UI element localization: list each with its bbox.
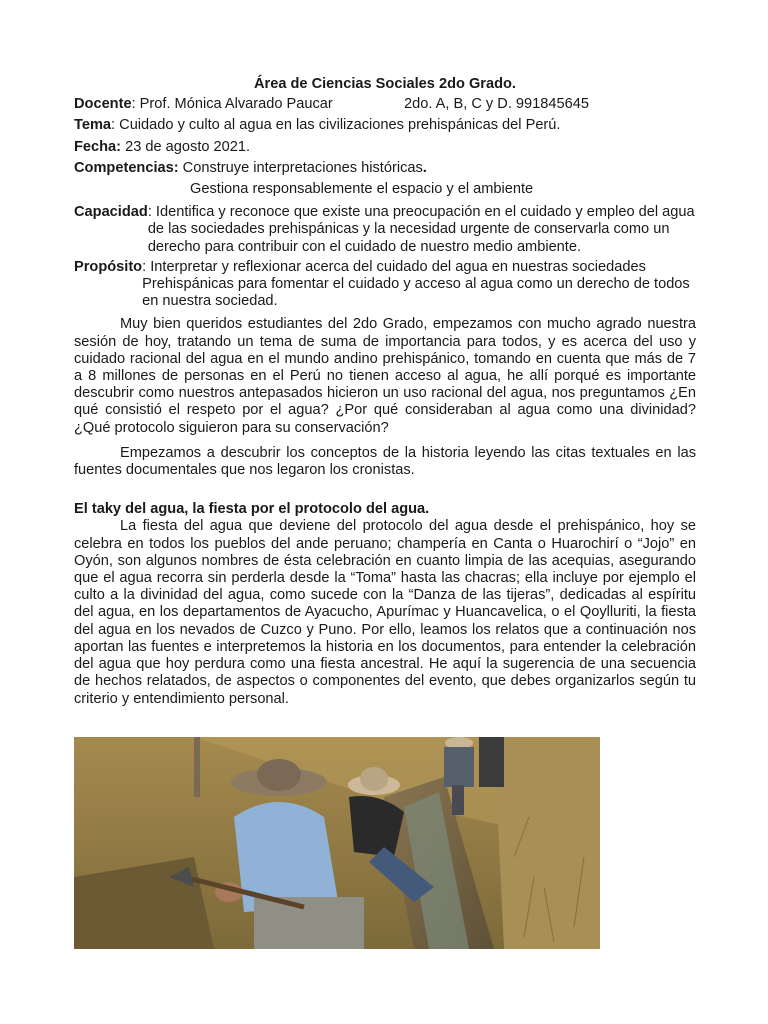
intro-paragraph-2: Empezamos a descubrir los conceptos de la historia leyendo las citas textuales en las fuentes documentales que nos legaron los cronistas. [74,444,696,479]
document-page [74,76,696,716]
proposito-value: : Interpretar y reflexionar acerca del cuidado del agua en nuestras sociedades Prehispánicas para fomentar el cuidado y acceso al agua como un derecho de todos en nuestra sociedad. [142,258,690,310]
fecha-row [74,139,696,156]
tema-row [74,117,696,134]
capacidad-row [74,204,696,256]
fecha-value: 23 de agosto 2021. [121,138,251,155]
docente-value: : Prof. Mónica Alvarado Paucar [131,96,333,113]
competencias-row [74,160,696,177]
capacidad-label: Capacidad [74,204,148,221]
competencias-value-1: Construye interpretaciones históricas [178,159,423,176]
fecha-label: Fecha: [74,138,122,155]
tema-value: : Cuidado y culto al agua en las civilizaciones prehispánicas del Perú. [111,117,561,134]
docente-row [74,96,696,113]
competencias-value-2: Gestiona responsablemente el espacio y el ambiente [190,181,534,198]
section-title: El taky del agua, la fiesta por el protocolo del agua. [74,501,430,518]
grados-phone: 2do. A, B, C y D. 991845645 [404,96,589,113]
proposito-label: Propósito [74,258,143,275]
competencias-label: Competencias: [74,159,179,176]
proposito-row [74,259,696,311]
capacidad-value: : Identifica y reconoce que existe una preocupación en el cuidado y empleo del agua de las sociedades prehispánicas y la necesidad urgente de conservarla como un derecho para contribuir con el cuidado de nuestro medio ambiente. [147,204,695,255]
competencias-dot: . [422,159,427,176]
section-body: La fiesta del agua que deviene del protocolo del agua desde el prehispánico, hoy se celebra en todos los pueblos del ande peruano; champería en Canta o Huarochirí o “Jojo” en Oyón, son algunos nombres de ésta celebración en cuanto limpia de las acequias, asegurando que el agua recorra sin perderla desde la “Toma” hasta las chacras; ella incluye por ejemplo el culto a la divinidad del agua, como sucede con la “Danza de las tijeras”, dedicadas al espíritu del agua, en los departamentos de Ayacucho, Apurímac y Huancavelica, o el Qoylluriti, la fiesta del agua en los nevados de Cuzco y Puno. Por ello, leamos los relatos que a continuación nos aportan las fuentes e interpretemos la historia en los documentos, para entender la celebración del agua que hoy perdura como una fiesta ancestral. He aquí la sugerencia de una secuencia de hechos relatados, de aspectos o componentes del evento, que debes organizarlos según tu criterio y entendimiento personal. [74,518,696,707]
intro-paragraph: Muy bien queridos estudiantes del 2do Grado, empezamos con mucho agrado nuestra sesión de hoy, tratando un tema de suma de importancia para todos, y es acerca del uso y cuidado racional del agua en el mundo andino prehispánico, tomando en cuenta que más de 7 a 8 millones de personas en el Perú no tienen acceso al agua, he allí porqué es importante descubrir como nuestros antepasados hicieron un uso racional del agua, nos preguntamos ¿En qué consistió el respeto por el agua? ¿Por qué consideraban al agua como una divinidad? ¿Qué protocolo siguieron para su conservación? [74,316,696,436]
document-title: Área de Ciencias Sociales 2do Grado. [254,76,516,92]
tema-label: Tema [74,117,112,134]
photo-people-cleaning-canal [74,737,600,949]
docente-label: Docente [74,96,132,113]
